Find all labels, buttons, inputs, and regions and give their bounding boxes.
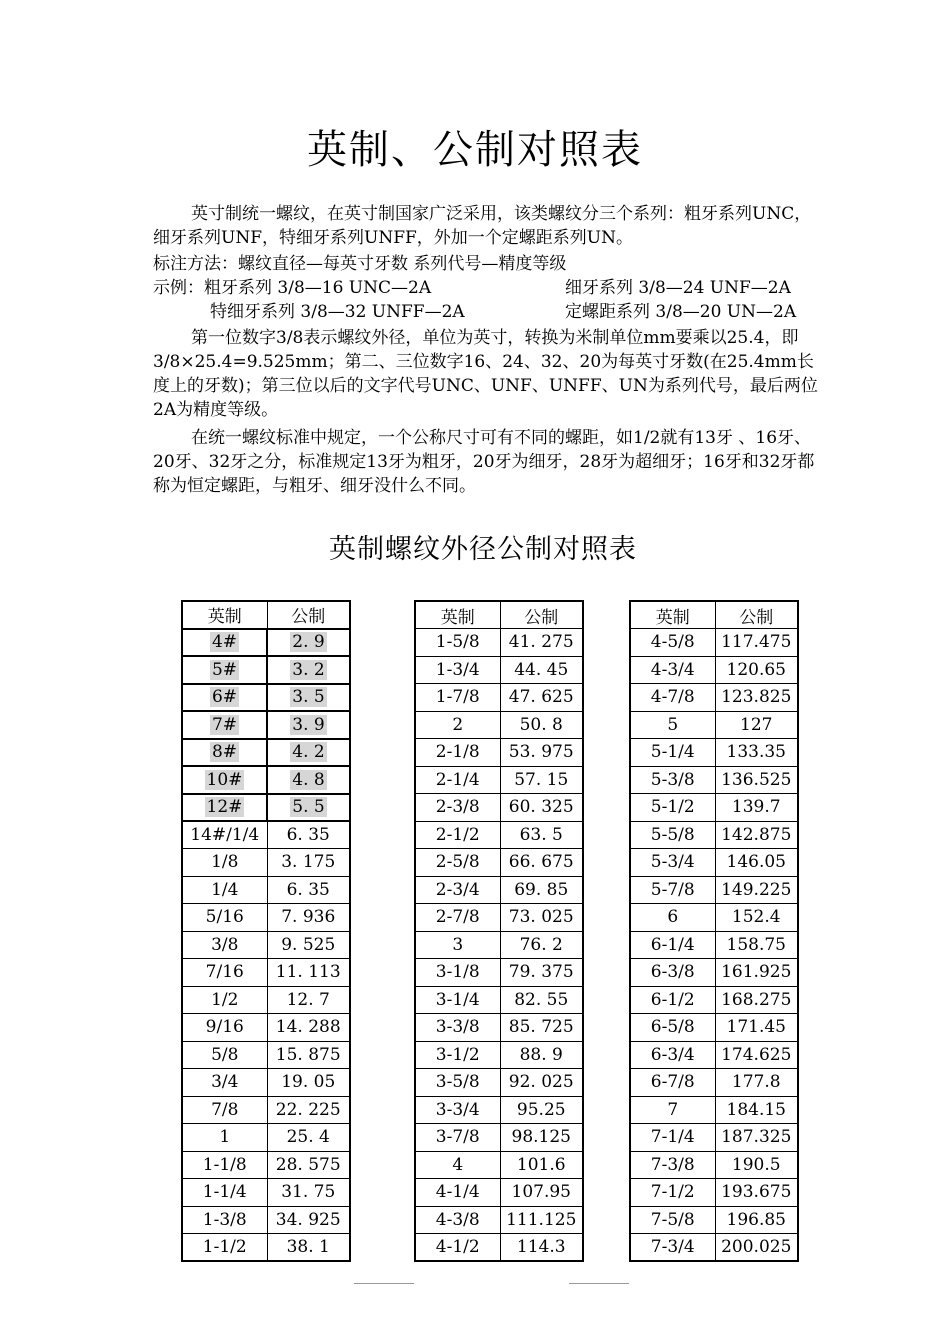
- table-row: [182, 1096, 350, 1124]
- cell-text: 3. 5: [292, 687, 325, 708]
- imperial-cell: 1-3/4: [415, 656, 500, 684]
- metric-cell: 133.35: [715, 739, 798, 767]
- metric-cell: 34. 925: [267, 1206, 350, 1234]
- metric-cell: 142.875: [715, 821, 798, 849]
- metric-cell: 111.125: [500, 1206, 583, 1234]
- table-row: [415, 1234, 583, 1262]
- metric-cell: 31. 75: [267, 1179, 350, 1207]
- imperial-cell: 1: [182, 1124, 267, 1152]
- table-row: [415, 1179, 583, 1207]
- imperial-cell: 3/8: [182, 931, 267, 959]
- imperial-cell: 7: [630, 1096, 715, 1124]
- imperial-cell: 2-3/8: [415, 794, 500, 822]
- table-header-row: [182, 601, 350, 629]
- imperial-cell: 6-1/2: [630, 986, 715, 1014]
- table-row: [182, 1151, 350, 1179]
- metric-cell: 3. 175: [267, 849, 350, 877]
- imperial-cell: 1/8: [182, 849, 267, 877]
- imperial-cell: 1/2: [182, 986, 267, 1014]
- metric-cell: 200.025: [715, 1234, 798, 1262]
- imperial-cell: 4-7/8: [630, 684, 715, 712]
- cell-text: 5. 5: [292, 797, 325, 818]
- conversion-table-1: [181, 600, 351, 1262]
- imperial-cell: 3-1/2: [415, 1041, 500, 1069]
- table-row: [182, 986, 350, 1014]
- example-coarse: 粗牙系列 3/8—16 UNC—2A: [204, 278, 432, 298]
- imperial-cell: 6-3/8: [630, 959, 715, 987]
- header-metric: 公制: [715, 601, 798, 629]
- example-line-1: [153, 276, 431, 300]
- header-imperial: 英制: [182, 601, 267, 629]
- table-row: [415, 959, 583, 987]
- example-label: 示例：: [153, 278, 204, 298]
- imperial-cell: 5-3/4: [630, 849, 715, 877]
- header-metric: 公制: [267, 601, 350, 629]
- metric-cell: 11. 113: [267, 959, 350, 987]
- metric-cell: 88. 9: [500, 1041, 583, 1069]
- metric-cell: 79. 375: [500, 959, 583, 987]
- metric-cell: 28. 575: [267, 1151, 350, 1179]
- imperial-cell: 5-1/4: [630, 739, 715, 767]
- metric-cell: [267, 739, 350, 767]
- table-row: [415, 766, 583, 794]
- metric-cell: 73. 025: [500, 904, 583, 932]
- table-row: [630, 711, 798, 739]
- table-row: [630, 1206, 798, 1234]
- table-row: [630, 1124, 798, 1152]
- table-row: [415, 711, 583, 739]
- table-row: [415, 629, 583, 657]
- imperial-cell: 2-1/2: [415, 821, 500, 849]
- imperial-cell: 7-1/4: [630, 1124, 715, 1152]
- imperial-cell: 1-7/8: [415, 684, 500, 712]
- metric-cell: 127: [715, 711, 798, 739]
- table-row: [415, 1014, 583, 1042]
- metric-cell: 98.125: [500, 1124, 583, 1152]
- imperial-cell: 1-1/4: [182, 1179, 267, 1207]
- imperial-cell: [182, 656, 267, 684]
- metric-cell: [267, 794, 350, 822]
- table-row: [182, 794, 350, 822]
- table-row: [630, 986, 798, 1014]
- imperial-cell: [182, 711, 267, 739]
- table-row: [415, 876, 583, 904]
- imperial-cell: 4-3/8: [415, 1206, 500, 1234]
- table-row: [182, 1124, 350, 1152]
- table-row: [630, 1069, 798, 1097]
- table-row: [630, 904, 798, 932]
- table-row: [630, 849, 798, 877]
- table-row: [415, 739, 583, 767]
- intro-paragraph-3: 在统一螺纹标准中规定，一个公称尺寸可有不同的螺距，如1/2就有13牙 、16牙、20牙、32牙之分，标准规定13牙为粗牙，20牙为细牙，28牙为超细牙；16牙和32牙都称为恒定螺距，与粗牙、细牙没什么不同。: [153, 428, 815, 496]
- imperial-cell: 7/8: [182, 1096, 267, 1124]
- table-row: [630, 1041, 798, 1069]
- table-title: 英制螺纹外径公制对照表: [329, 534, 637, 565]
- metric-cell: 38. 1: [267, 1234, 350, 1262]
- imperial-cell: 6-3/4: [630, 1041, 715, 1069]
- cell-text: 4#: [211, 632, 238, 653]
- metric-cell: 146.05: [715, 849, 798, 877]
- page-title: 英制、公制对照表: [307, 127, 643, 173]
- imperial-cell: 5-1/2: [630, 794, 715, 822]
- table-row: [630, 766, 798, 794]
- imperial-cell: 1-5/8: [415, 629, 500, 657]
- imperial-cell: 3-1/4: [415, 986, 500, 1014]
- imperial-cell: 3-3/8: [415, 1014, 500, 1042]
- metric-cell: 85. 725: [500, 1014, 583, 1042]
- imperial-cell: 1-3/8: [182, 1206, 267, 1234]
- metric-cell: 63. 5: [500, 821, 583, 849]
- table-row: [630, 794, 798, 822]
- imperial-cell: 2-1/8: [415, 739, 500, 767]
- metric-cell: 107.95: [500, 1179, 583, 1207]
- metric-cell: 184.15: [715, 1096, 798, 1124]
- imperial-cell: [182, 794, 267, 822]
- imperial-cell: [182, 739, 267, 767]
- metric-cell: 44. 45: [500, 656, 583, 684]
- table-row: [182, 821, 350, 849]
- imperial-cell: [182, 766, 267, 794]
- metric-cell: 120.65: [715, 656, 798, 684]
- table-row: [182, 739, 350, 767]
- cell-text: 6#: [211, 687, 238, 708]
- table-row: [630, 959, 798, 987]
- cell-text: 4. 2: [292, 742, 325, 763]
- metric-cell: 66. 675: [500, 849, 583, 877]
- metric-cell: 136.525: [715, 766, 798, 794]
- metric-cell: [267, 711, 350, 739]
- imperial-cell: 7-1/2: [630, 1179, 715, 1207]
- example-fine: 细牙系列 3/8—24 UNF—2A: [565, 278, 791, 298]
- imperial-cell: 14#/1/4: [182, 821, 267, 849]
- metric-cell: 174.625: [715, 1041, 798, 1069]
- metric-cell: 117.475: [715, 629, 798, 657]
- table-row: [182, 711, 350, 739]
- imperial-cell: 5-5/8: [630, 821, 715, 849]
- imperial-cell: [182, 629, 267, 657]
- imperial-cell: 3-3/4: [415, 1096, 500, 1124]
- imperial-cell: 3-1/8: [415, 959, 500, 987]
- imperial-cell: 6-5/8: [630, 1014, 715, 1042]
- cell-text: 5#: [211, 659, 238, 680]
- metric-cell: 168.275: [715, 986, 798, 1014]
- table-row: [182, 1206, 350, 1234]
- example-constant: 定螺距系列 3/8—20 UN—2A: [565, 302, 797, 322]
- metric-cell: 60. 325: [500, 794, 583, 822]
- imperial-cell: 7-5/8: [630, 1206, 715, 1234]
- imperial-cell: 2: [415, 711, 500, 739]
- conversion-table-3: [629, 600, 799, 1262]
- metric-cell: 22. 225: [267, 1096, 350, 1124]
- imperial-cell: 3/4: [182, 1069, 267, 1097]
- table-row: [630, 1096, 798, 1124]
- imperial-cell: 3-5/8: [415, 1069, 500, 1097]
- cell-text: 7#: [211, 714, 238, 735]
- metric-cell: [267, 766, 350, 794]
- table-row: [630, 876, 798, 904]
- cell-text: 12#: [206, 797, 243, 818]
- imperial-cell: 1/4: [182, 876, 267, 904]
- table-row: [182, 876, 350, 904]
- imperial-cell: 2-3/4: [415, 876, 500, 904]
- imperial-cell: 4-5/8: [630, 629, 715, 657]
- metric-cell: 101.6: [500, 1151, 583, 1179]
- table-row: [630, 821, 798, 849]
- metric-cell: 9. 525: [267, 931, 350, 959]
- metric-cell: 76. 2: [500, 931, 583, 959]
- imperial-cell: 6-7/8: [630, 1069, 715, 1097]
- metric-cell: 14. 288: [267, 1014, 350, 1042]
- table-row: [415, 794, 583, 822]
- table-row: [182, 849, 350, 877]
- imperial-cell: 3: [415, 931, 500, 959]
- metric-cell: 92. 025: [500, 1069, 583, 1097]
- table-header-row: [630, 601, 798, 629]
- metric-cell: 25. 4: [267, 1124, 350, 1152]
- table-row: [415, 821, 583, 849]
- imperial-cell: 7/16: [182, 959, 267, 987]
- table-header-row: [415, 601, 583, 629]
- metric-cell: 158.75: [715, 931, 798, 959]
- metric-cell: 196.85: [715, 1206, 798, 1234]
- table-row: [182, 684, 350, 712]
- intro-paragraph-1: 英寸制统一螺纹，在英寸制国家广泛采用，该类螺纹分三个系列：粗牙系列UNC，细牙系列UNF，特细牙系列UNFF，外加一个定螺距系列UN。: [153, 204, 812, 248]
- metric-cell: 193.675: [715, 1179, 798, 1207]
- table-row: [415, 904, 583, 932]
- table-row: [182, 1069, 350, 1097]
- imperial-cell: 1-1/2: [182, 1234, 267, 1262]
- table-row: [415, 656, 583, 684]
- metric-cell: 149.225: [715, 876, 798, 904]
- imperial-cell: 9/16: [182, 1014, 267, 1042]
- metric-cell: 171.45: [715, 1014, 798, 1042]
- header-metric: 公制: [500, 601, 583, 629]
- metric-cell: 95.25: [500, 1096, 583, 1124]
- imperial-cell: 4: [415, 1151, 500, 1179]
- divider-line: [354, 1283, 414, 1284]
- table-row: [630, 1151, 798, 1179]
- metric-cell: 187.325: [715, 1124, 798, 1152]
- imperial-cell: 7-3/8: [630, 1151, 715, 1179]
- metric-cell: 152.4: [715, 904, 798, 932]
- table-row: [630, 684, 798, 712]
- imperial-cell: 2-7/8: [415, 904, 500, 932]
- table-row: [630, 629, 798, 657]
- imperial-cell: 4-3/4: [630, 656, 715, 684]
- metric-cell: 114.3: [500, 1234, 583, 1262]
- metric-cell: 69. 85: [500, 876, 583, 904]
- imperial-cell: 3-7/8: [415, 1124, 500, 1152]
- metric-cell: 6. 35: [267, 821, 350, 849]
- table-row: [415, 1096, 583, 1124]
- imperial-cell: 6-1/4: [630, 931, 715, 959]
- metric-cell: 7. 936: [267, 904, 350, 932]
- imperial-cell: 5-3/8: [630, 766, 715, 794]
- table-row: [415, 1041, 583, 1069]
- imperial-cell: 6: [630, 904, 715, 932]
- table-row: [182, 766, 350, 794]
- metric-cell: 47. 625: [500, 684, 583, 712]
- metric-cell: 6. 35: [267, 876, 350, 904]
- intro-paragraph-2: 第一位数字3/8表示螺纹外径，单位为英寸，转换为米制单位mm要乘以25.4，即3/8×25.4=9.525mm；第二、三位数字16、24、32、20为每英寸牙数(在25.4mm长度上的牙数)；第三位以后的文字代号UNC、UNF、UNFF、UN为系列代号，最后两位2A为精度等级。: [153, 328, 818, 420]
- cell-text: 2. 9: [292, 632, 325, 653]
- imperial-cell: [182, 684, 267, 712]
- table-row: [182, 1014, 350, 1042]
- imperial-cell: 7-3/4: [630, 1234, 715, 1262]
- table-row: [630, 1234, 798, 1262]
- table-row: [630, 739, 798, 767]
- table-row: [182, 959, 350, 987]
- table-row: [415, 1124, 583, 1152]
- cell-text: 3. 2: [292, 659, 325, 680]
- table-row: [415, 1151, 583, 1179]
- metric-cell: [267, 629, 350, 657]
- imperial-cell: 5-7/8: [630, 876, 715, 904]
- table-row: [415, 931, 583, 959]
- metric-cell: 139.7: [715, 794, 798, 822]
- metric-cell: [267, 656, 350, 684]
- metric-cell: 177.8: [715, 1069, 798, 1097]
- imperial-cell: 5/16: [182, 904, 267, 932]
- metric-cell: 190.5: [715, 1151, 798, 1179]
- table-row: [415, 849, 583, 877]
- imperial-cell: 5/8: [182, 1041, 267, 1069]
- metric-cell: 41. 275: [500, 629, 583, 657]
- metric-cell: [267, 684, 350, 712]
- imperial-cell: 4-1/4: [415, 1179, 500, 1207]
- table-row: [630, 1179, 798, 1207]
- cell-text: 3. 9: [292, 714, 325, 735]
- metric-cell: 12. 7: [267, 986, 350, 1014]
- cell-text: 4. 8: [292, 769, 325, 790]
- table-row: [182, 1041, 350, 1069]
- cell-text: 8#: [211, 742, 238, 763]
- metric-cell: 53. 975: [500, 739, 583, 767]
- table-row: [182, 656, 350, 684]
- metric-cell: 19. 05: [267, 1069, 350, 1097]
- notation-line: 标注方法：螺纹直径—每英寸牙数 系列代号—精度等级: [153, 254, 567, 274]
- imperial-cell: 5: [630, 711, 715, 739]
- conversion-table-2: [414, 600, 584, 1262]
- metric-cell: 123.825: [715, 684, 798, 712]
- header-imperial: 英制: [630, 601, 715, 629]
- imperial-cell: 1-1/8: [182, 1151, 267, 1179]
- table-row: [415, 986, 583, 1014]
- metric-cell: 82. 55: [500, 986, 583, 1014]
- table-row: [182, 904, 350, 932]
- imperial-cell: 2-5/8: [415, 849, 500, 877]
- divider-line: [569, 1283, 629, 1284]
- table-row: [630, 1014, 798, 1042]
- header-imperial: 英制: [415, 601, 500, 629]
- metric-cell: 15. 875: [267, 1041, 350, 1069]
- table-row: [415, 684, 583, 712]
- metric-cell: 161.925: [715, 959, 798, 987]
- table-row: [630, 931, 798, 959]
- cell-text: 10#: [206, 769, 243, 790]
- table-row: [630, 656, 798, 684]
- table-row: [415, 1206, 583, 1234]
- table-row: [182, 1234, 350, 1262]
- metric-cell: 50. 8: [500, 711, 583, 739]
- imperial-cell: 2-1/4: [415, 766, 500, 794]
- example-extrafine: 特细牙系列 3/8—32 UNFF—2A: [210, 302, 465, 322]
- table-row: [182, 629, 350, 657]
- table-row: [182, 931, 350, 959]
- imperial-cell: 4-1/2: [415, 1234, 500, 1262]
- table-row: [415, 1069, 583, 1097]
- table-row: [182, 1179, 350, 1207]
- metric-cell: 57. 15: [500, 766, 583, 794]
